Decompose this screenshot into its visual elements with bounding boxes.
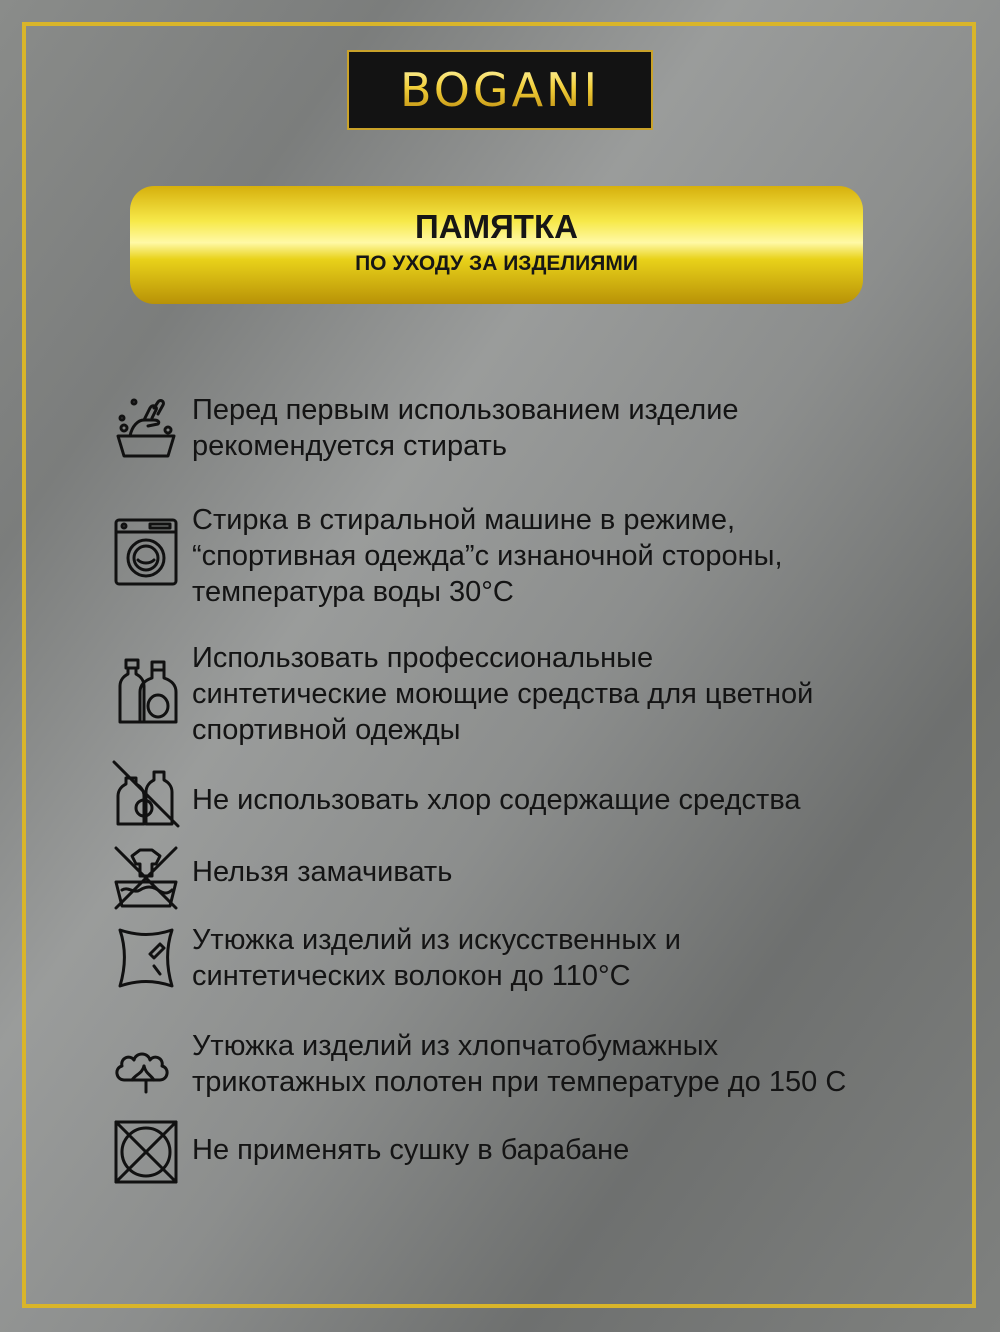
care-item-text: Нельзя замачивать — [192, 856, 453, 888]
care-item-text: Не применять сушку в барабане — [192, 1134, 630, 1166]
title-sub: ПО УХОДУ ЗА ИЗДЕЛИЯМИ — [355, 252, 638, 275]
title-main: ПАМЯТКА — [415, 208, 578, 245]
synthetic-fiber-icon — [110, 922, 182, 994]
care-item-text: Утюжка изделий из искусственных и синтетических волокон до 110°С — [192, 924, 681, 992]
care-item-text: Не использовать хлор содержащие средства — [192, 784, 801, 816]
no-bleach-icon — [110, 758, 182, 830]
brand-name: BOGANI — [399, 63, 601, 117]
detergent-bottles-icon — [110, 654, 182, 726]
brand-logo — [347, 50, 653, 130]
care-item-text: Стирка в стиральной машине в режиме, “спортивная одежда”с изнаночной стороны, температура воды 30°С — [192, 504, 783, 608]
washing-machine-icon — [110, 516, 182, 588]
hand-wash-icon — [110, 392, 182, 464]
no-soak-icon — [110, 842, 182, 914]
care-item-text: Использовать профессиональные синтетические моющие средства для цветной спортивной одежды — [192, 642, 814, 746]
care-item-text: Утюжка изделий из хлопчатобумажных трикотажных полотен при температуре до 150 С — [192, 1030, 847, 1098]
care-item-text: Перед первым использованием изделие рекомендуется стирать — [192, 394, 739, 462]
no-tumble-dry-icon — [110, 1116, 182, 1188]
title-banner — [130, 186, 863, 304]
cotton-icon — [110, 1028, 182, 1100]
